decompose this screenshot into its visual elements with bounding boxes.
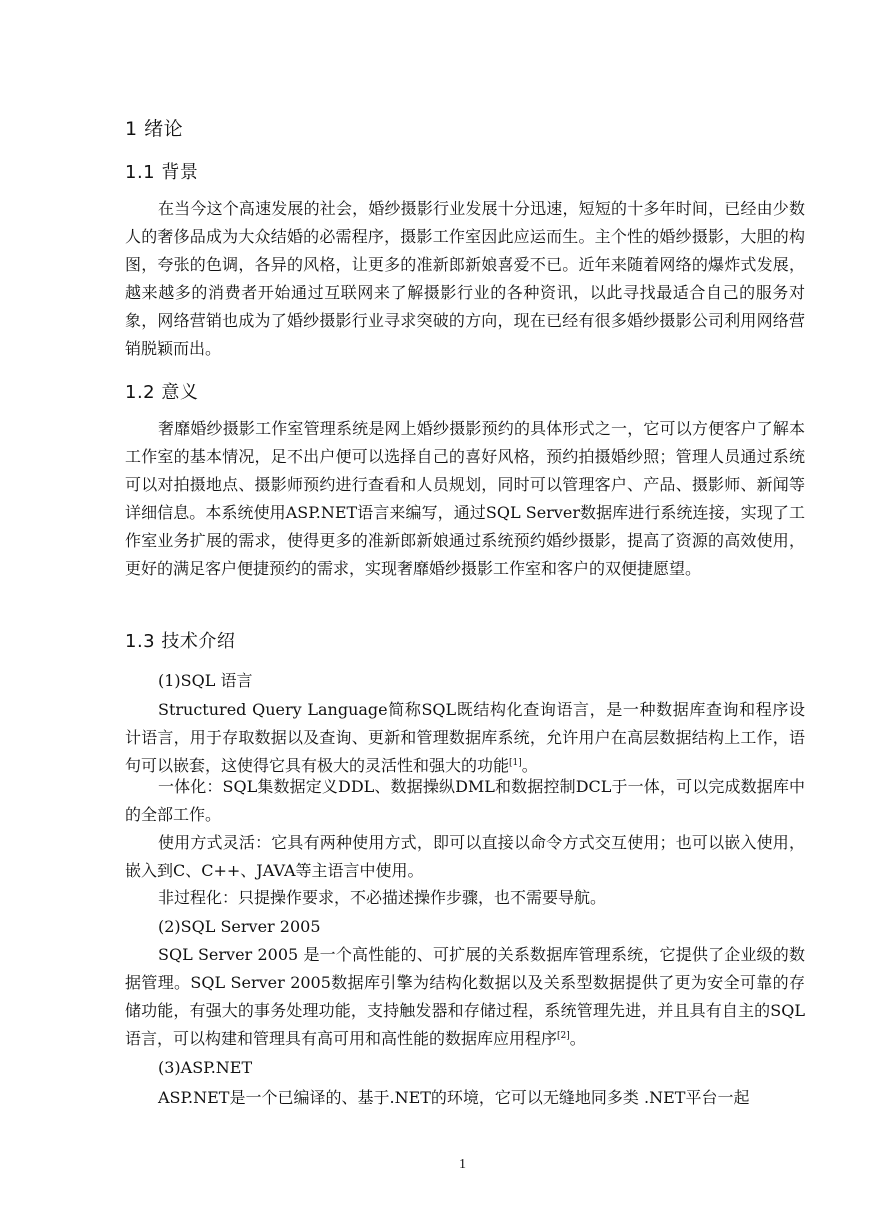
subheading-sql: (1)SQL 语言 [158, 671, 253, 690]
paragraph-sql-point-3: 非过程化：只提操作要求，不必描述操作步骤，也不需要导航。 [158, 888, 607, 907]
citation-2: [2] [557, 1031, 570, 1041]
paragraph-sql-desc [125, 696, 805, 780]
sql-desc-end: 。 [521, 756, 538, 775]
section-heading-tech: 1.3 技术介绍 [125, 631, 236, 652]
sql-server-desc-end: 。 [569, 1029, 586, 1048]
chapter-heading: 1 绪论 [125, 118, 184, 140]
sql-desc-text: Structured Query Language简称SQL既结构化查询语言，是一种数据库查询和程序设计语言，用于存取数据以及查询、更新和管理数据库系统，允许用户在高层数据结构上工作，语句可以嵌套，这使得它具有极大的灵活性和强大的功能 [125, 700, 805, 775]
paragraph-sql-server-desc [125, 941, 805, 1053]
page-number: 1 [459, 1157, 466, 1172]
paragraph-sql-point-2: 使用方式灵活：它具有两种使用方式，即可以直接以命令方式交互使用；也可以嵌入使用，嵌入到C、C++、JAVA等主语言中使用。 [125, 833, 805, 880]
paragraph-sql-point-1: 一体化：SQL集数据定义DDL、数据操纵DML和数据控制DCL于一体，可以完成数据库中的全部工作。 [125, 777, 805, 824]
subheading-asp-net: (3)ASP.NET [158, 1058, 253, 1077]
paragraph-background: 在当今这个高速发展的社会，婚纱摄影行业发展十分迅速，短短的十多年时间，已经由少数人的奢侈品成为大众结婚的必需程序，摄影工作室因此应运而生。主个性的婚纱摄影，大胆的构图，夸张的色调，各异的风格，让更多的准新郎新娘喜爱不已。近年来随着网络的爆炸式发展，越来越多的消费者开始通过互联网来了解摄影行业的各种资讯，以此寻找最适合自己的服务对象，网络营销也成为了婚纱摄影行业寻求突破的方向，现在已经有很多婚纱摄影公司利用网络营销脱颖而出。 [125, 199, 805, 358]
paragraph-asp-net-desc: ASP.NET是一个已编译的、基于.NET的环境，它可以无缝地同多类 .NET平台一起 [158, 1088, 750, 1107]
paragraph-significance: 奢靡婚纱摄影工作室管理系统是网上婚纱摄影预约的具体形式之一，它可以方便客户了解本工作室的基本情况，足不出户便可以选择自己的喜好风格，预约拍摄婚纱照；管理人员通过系统可以对拍摄地点、摄影师预约进行查看和人员规划，同时可以管理客户、产品、摄影师、新闻等详细信息。本系统使用ASP.NET语言来编写，通过SQL Server数据库进行系统连接，实现了工作室业务扩展的需求，使得更多的准新郎新娘通过系统预约婚纱摄影，提高了资源的高效使用，更好的满足客户便捷预约的需求，实现奢靡婚纱摄影工作室和客户的双便捷愿望。 [125, 419, 805, 578]
subheading-sql-server: (2)SQL Server 2005 [158, 917, 321, 936]
sql-server-desc-text: SQL Server 2005 是一个高性能的、可扩展的关系数据库管理系统，它提供了企业级的数据管理。SQL Server 2005数据库引擎为结构化数据以及关系型数据提供了更为安全可靠的存储功能，有强大的事务处理功能，支持触发器和存储过程，系统管理先进，并且具有自主的SQL语言，可以构建和管理具有高可用和高性能的数据库应用程序 [125, 945, 805, 1048]
section-heading-background: 1.1 背景 [125, 162, 199, 183]
section-heading-significance: 1.2 意义 [125, 382, 199, 403]
citation-1: [1] [509, 758, 522, 768]
